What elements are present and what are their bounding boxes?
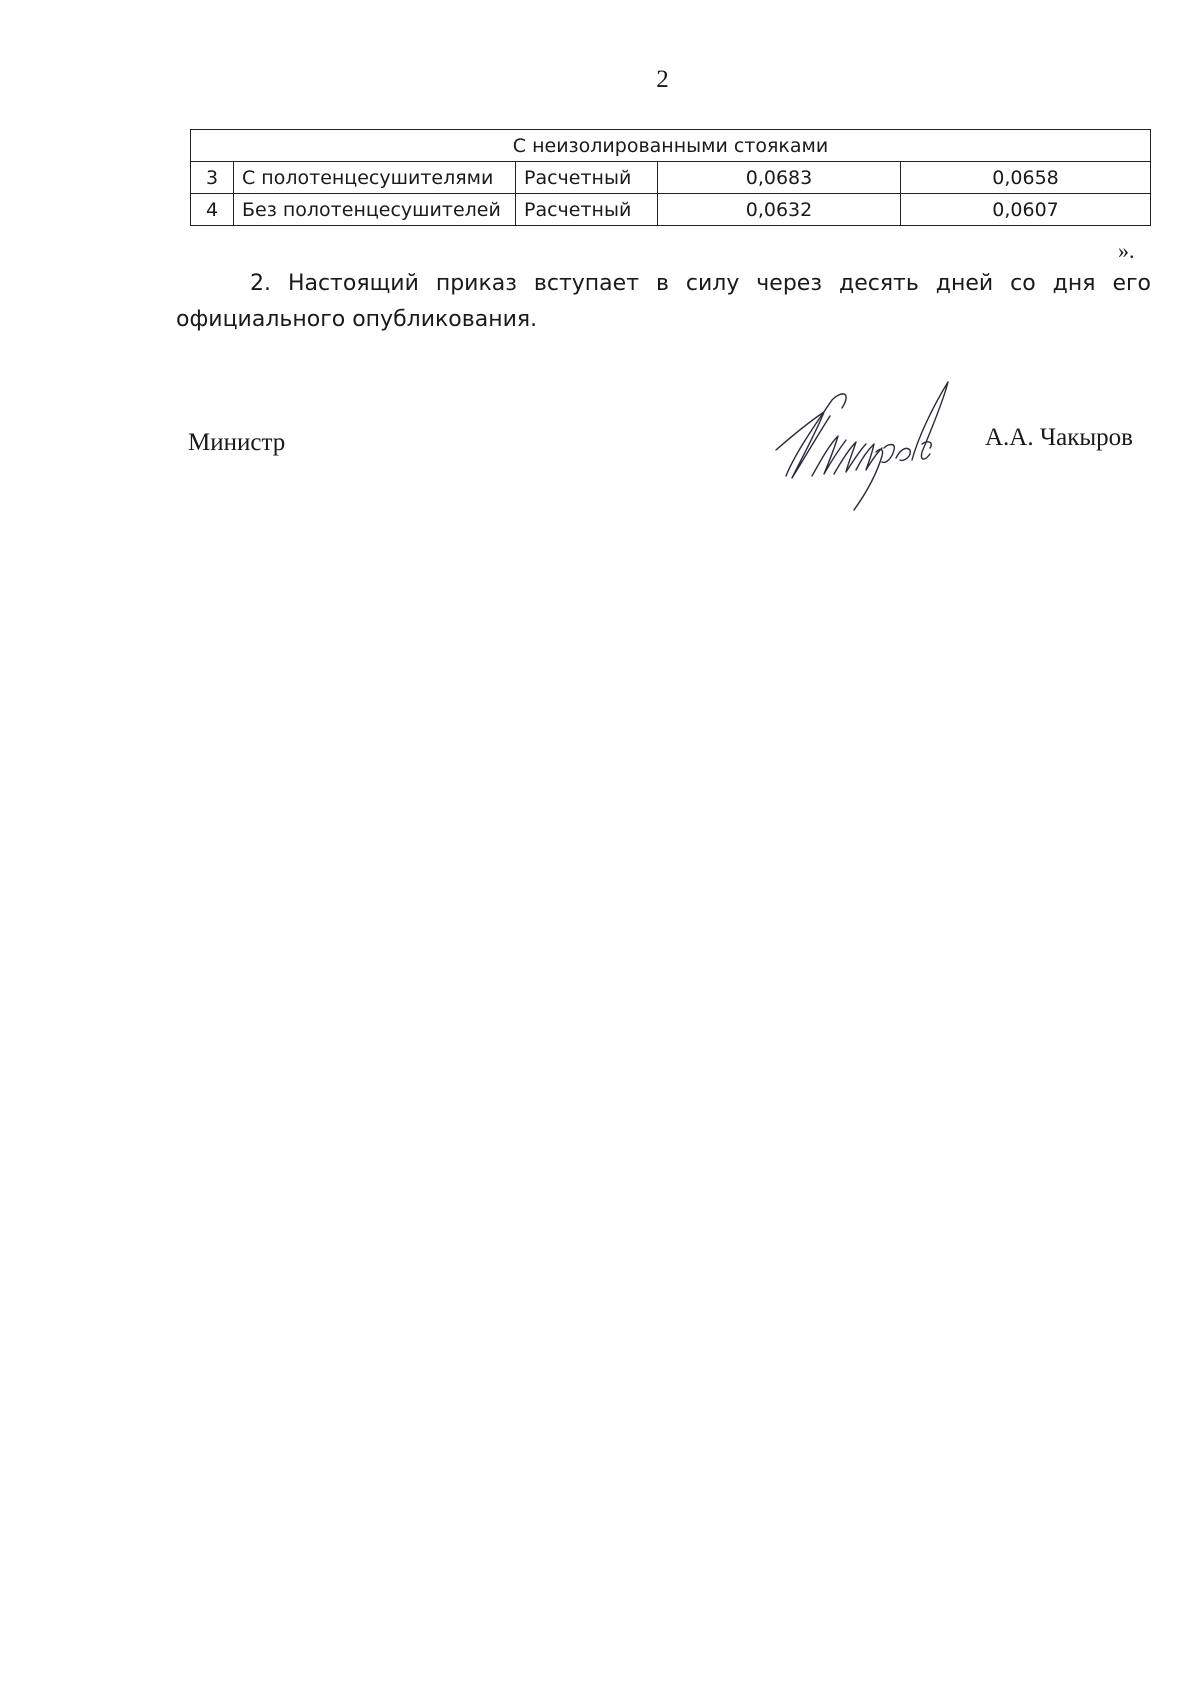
row-name: С полотенцесушителями — [234, 162, 516, 194]
signature-title: Министр — [188, 429, 286, 456]
row-method: Расчетный — [516, 194, 658, 226]
row-value-1: 0,0683 — [658, 162, 901, 194]
row-value-2: 0,0607 — [901, 194, 1151, 226]
table-group-header: С неизолированными стояками — [191, 130, 1151, 162]
closing-quote: ». — [1118, 238, 1135, 263]
row-value-2: 0,0658 — [901, 162, 1151, 194]
row-value-1: 0,0632 — [658, 194, 901, 226]
signature-name: А.А. Чакыров — [985, 424, 1133, 451]
row-method: Расчетный — [516, 162, 658, 194]
table-row — [191, 194, 1151, 226]
handwritten-signature — [772, 378, 972, 513]
coefficients-table — [190, 129, 1151, 226]
page-number: 2 — [656, 66, 669, 93]
row-number: 4 — [191, 194, 234, 226]
paragraph-2: 2. Настоящий приказ вступает в силу через десять дней со дня его официального опубликования. — [176, 271, 1151, 332]
table-row — [191, 162, 1151, 194]
row-name: Без полотенцесушителей — [234, 194, 516, 226]
row-number: 3 — [191, 162, 234, 194]
table-group-header-row — [191, 130, 1151, 162]
